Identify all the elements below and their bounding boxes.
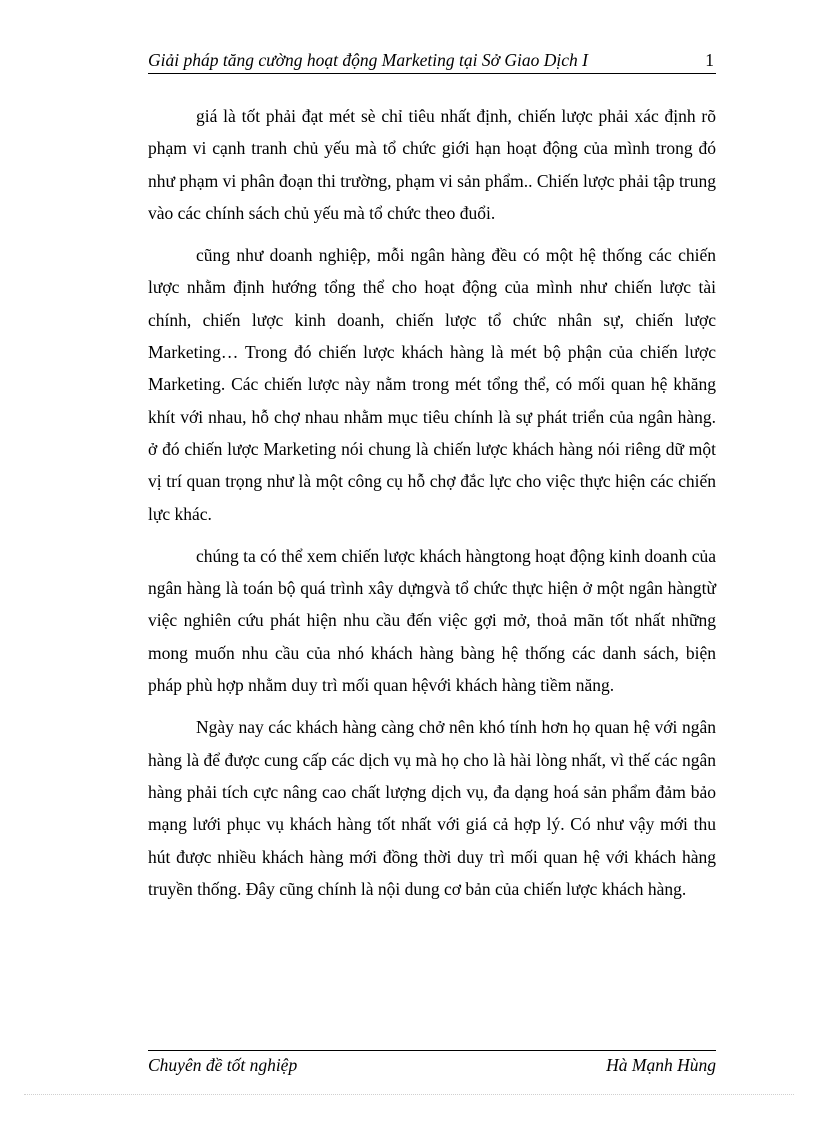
page-number: 1 (705, 50, 714, 70)
paragraph: chúng ta có thể xem chiến lược khách hàngtong hoạt động kinh doanh của ngân hàng là toán bộ quá trình xây dựngvà tổ chức thực hiện ở một ngân hàngtừ việc nghiên cứu phát hiện nhu cầu đến việc gợi mở, thoả mãn tốt nhất những mong muốn nhu cầu của nhó khách hàng bàng hệ thống các danh sách, biện pháp phù hợp nhằm duy trì mối quan hệvới khách hàng tiềm năng. (148, 545, 716, 696)
paragraph: giá là tốt phải đạt mét sè chỉ tiêu nhất định, chiến lược phải xác định rõ phạm vi cạnh tranh chủ yếu mà tổ chức giới hạn hoạt động của mình trong đó như phạm vi phân đoạn thi trường, phạm vi sản phẩm.. Chiến lược phải tập trung vào các chính sách chủ yếu mà tổ chức theo đuổi. (148, 106, 716, 223)
paragraph: cũng như doanh nghiệp, mỗi ngân hàng đều có một hệ thống các chiến lược nhằm định hướng tổng thể cho hoạt động của mình như chiến lược tài chính, chiến lược kinh doanh, chiến lược tổ chức nhân sự, chiến lược Marketing… Trong đó chiến lược khách hàng là mét bộ phận của chiến lược Marketing. Các chiến lược này nằm trong mét tổng thể, có mối quan hệ khăng khít với nhau, hỗ chợ nhau nhằm mục tiêu chính là sự phát triển của ngân hàng. ở đó chiến lược Marketing nói chung là chiến lược khách hàng nói riêng dữ một vị trí quan trọng như là một công cụ hỗ chợ đắc lực cho việc thực hiện các chiến lực khác. (148, 245, 716, 524)
page-header (148, 49, 716, 74)
footer-author: Hà Mạnh Hùng (606, 1055, 716, 1075)
paragraph: Ngày nay các khách hàng càng chở nên khó tính hơn họ quan hệ với ngân hàng là để được cung cấp các dịch vụ mà họ cho là hài lòng nhất, vì thế các ngân hàng phải tích cực nâng cao chất lượng dịch vụ, đa dạng hoá sản phẩm đảm bảo mạng lưới phục vụ khách hàng tốt nhất với giá cả hợp lý. Có như vậy mới thu hút được nhiều khách hàng mới đồng thời duy trì mối quan hệ với khách hàng truyền thống. Đây cũng chính là nội dung cơ bản của chiến lược khách hàng. (148, 717, 716, 899)
document-body (148, 100, 716, 915)
footer-document-type: Chuyên đề tốt nghiệp (148, 1055, 298, 1075)
page-edge-divider (24, 1094, 794, 1095)
page-footer (148, 1050, 716, 1081)
header-title: Giải pháp tăng cường hoạt động Marketing tại Sở Giao Dịch I (148, 50, 588, 70)
